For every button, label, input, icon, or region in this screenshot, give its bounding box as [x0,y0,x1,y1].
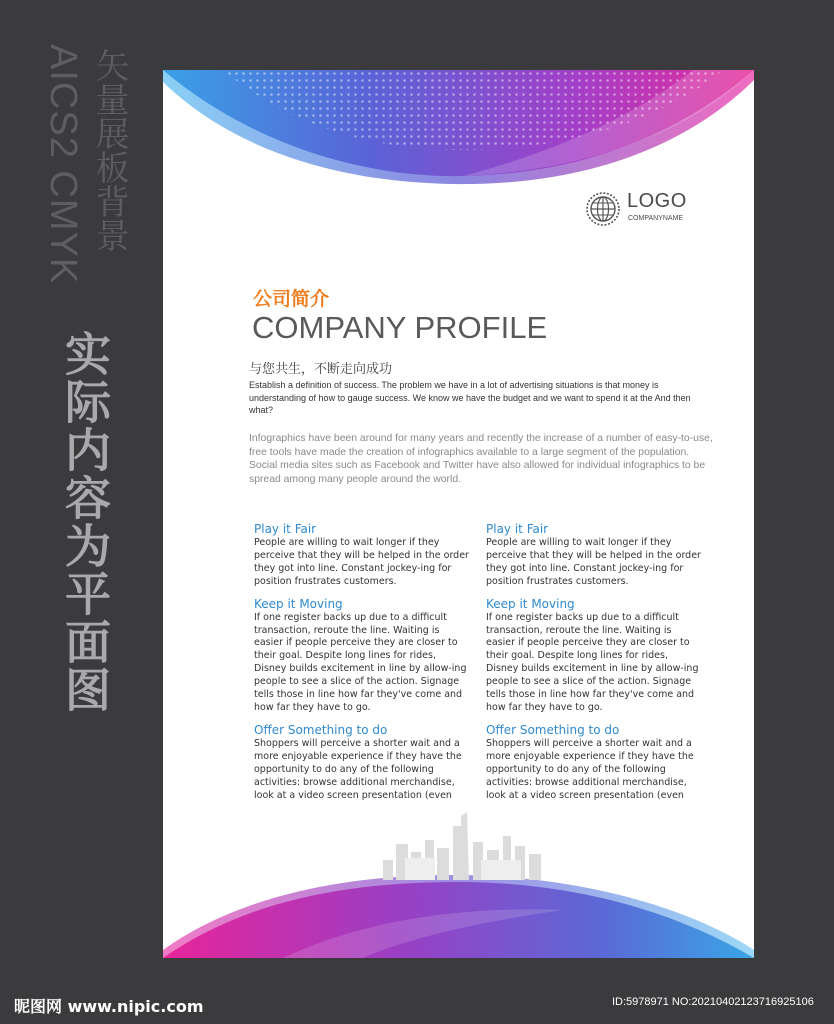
side-vertical-note: 实际内容为平面图 [58,330,112,714]
intro-paragraph-1: Establish a definition of success. The problem we have in a lot of advertising situations is that money is understanding of how to gauge success. We know we have the budget and we want to spend it at the And then what? [249,380,691,415]
content-column-left [254,522,469,810]
slogan: 与您共生，不断走向成功 [249,362,393,377]
logo-text: LOGO [627,190,687,212]
title-cn: 公司简介 [253,288,330,310]
section-keep-moving [486,597,701,715]
section-keep-moving [254,597,469,715]
section-body: Shoppers will perceive a shorter wait and a more enjoyable experience if they have the opportunity to do any of the following activities: browse additional merchandise, look at a video screen presentation (even [486,737,694,801]
section-heading: Offer Something to do [486,722,620,737]
section-offer-something [486,723,701,803]
section-heading: Offer Something to do [254,722,388,737]
section-body: People are willing to wait longer if they perceive that they will be helped in the order they got into line. Constant jockey-ing for position frustrates customers. [254,537,469,587]
section-heading: Keep it Moving [486,596,575,611]
section-body: If one register backs up due to a difficult transaction, reroute the line. Waiting is easier if people perceive they are closer to their goal. Despite long lines for rides, Disney builds excitement in line by allow-ing people to see a slice of the action. Signage tells those in line how far they've come and how far they have to go. [486,611,699,713]
poster-board [163,70,754,958]
section-body: People are willing to wait longer if they perceive that they will be helped in the order they got into line. Constant jockey-ing for position frustrates customers. [486,537,701,587]
side-vertical-text-en: AICS2 CMYK [42,44,84,285]
city-skyline-illustration [381,812,551,882]
intro-paragraph-2: Infographics have been around for many years and recently the increase of a number of easy-to-use, free tools have made the creation of infographics available to a large segment of the population. Social media sites such as Facebook and Twitter have also allowed for individual infographics to be spread among many people around the world. [249,433,713,485]
section-heading: Play it Fair [254,522,317,536]
content-column-right [486,522,701,810]
section-heading: Play it Fair [486,522,549,536]
logo-company-name: COMPANYNAME [628,215,684,222]
title-en: COMPANY PROFILE [252,310,548,345]
image-id-text: ID:5978971 NO:20210402123716925106 [612,996,814,1008]
section-body: If one register backs up due to a difficult transaction, reroute the line. Waiting is easier if people perceive they are closer to their goal. Despite long lines for rides, Disney builds excitement in line by allow-ing people to see a slice of the action. Signage tells those in line how far they've come and how far they have to go. [254,611,467,713]
section-body: Shoppers will perceive a shorter wait and a more enjoyable experience if they have the opportunity to do any of the following activities: browse additional merchandise, look at a video screen presentation (even [254,737,462,801]
section-heading: Keep it Moving [254,596,343,611]
section-offer-something [254,723,469,803]
site-watermark: 昵图网 www.nipic.com [14,997,204,1016]
section-play-fair [486,522,701,589]
section-play-fair [254,522,469,589]
globe-icon [585,191,621,227]
side-vertical-text-cn: 矢量展板背景 [89,48,129,252]
